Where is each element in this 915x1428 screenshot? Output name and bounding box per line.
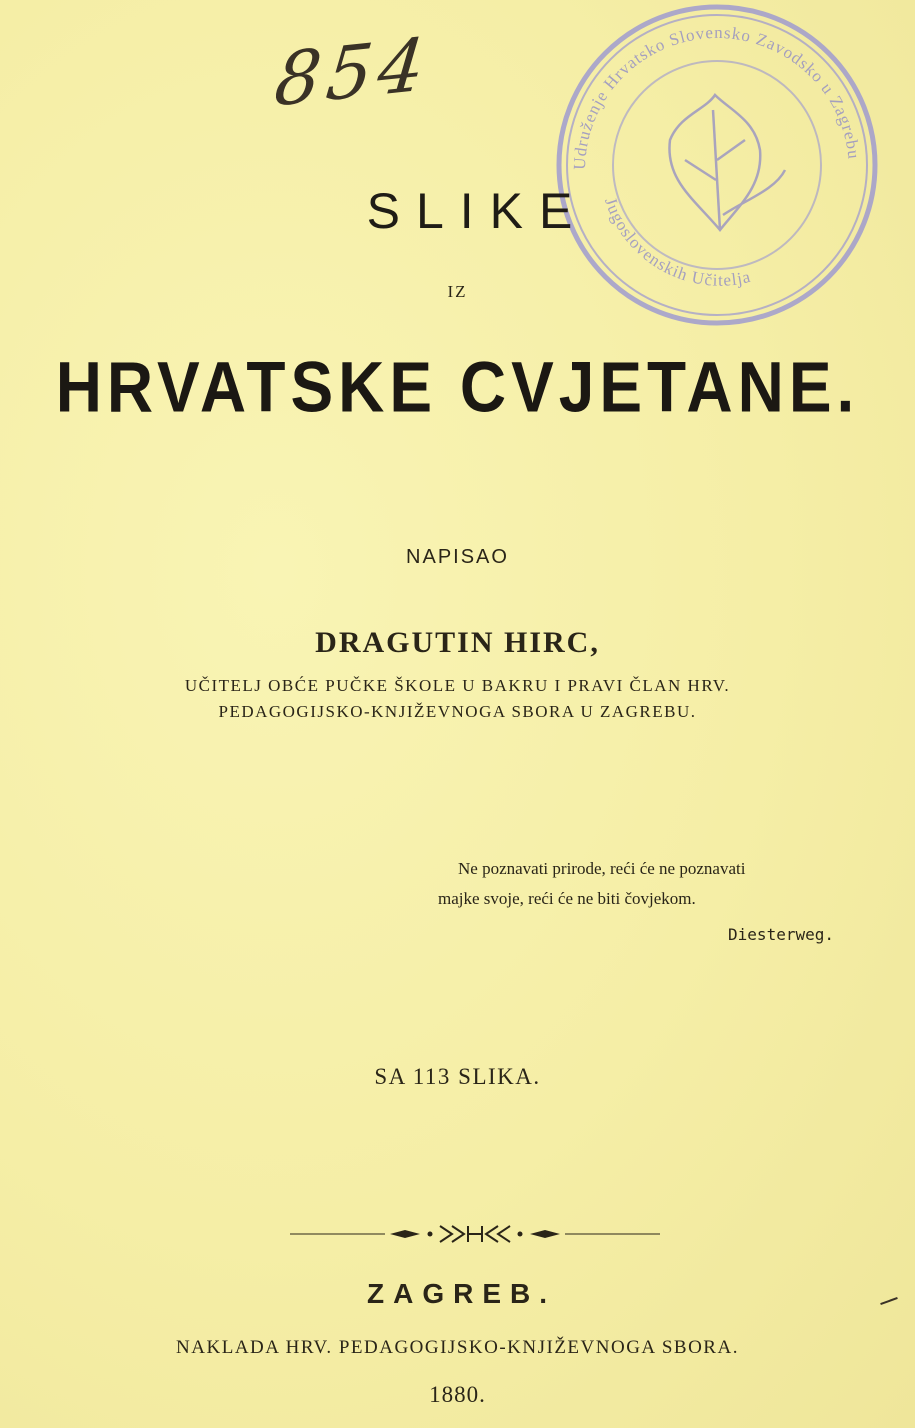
author-affiliation-line-1: UČITELJ OBĆE PUČKE ŠKOLE U BAKRU I PRAVI ČLAN HRV. <box>184 676 731 695</box>
epigraph-line-2: majke svoje, reći će ne biti čovjekom. <box>438 889 696 908</box>
imprint-publisher: NAKLADA HRV. PEDAGOGIJSKO-KNJIŽEVNOGA SBORA. <box>176 1337 739 1358</box>
epigraph-line-1: Ne poznavati prirode, reći će ne poznavati <box>458 859 746 878</box>
title-line-2: HRVATSKE CVJETANE. <box>55 346 860 428</box>
ornament-divider-icon <box>290 1222 660 1246</box>
epigraph <box>430 854 870 950</box>
stamp-ring-text-bottom: Jugoslovenskih Učitelja <box>601 195 753 290</box>
imprint-city: ZAGREB. <box>367 1278 556 1309</box>
title-connector: IZ <box>447 282 468 301</box>
library-stamp <box>545 0 890 330</box>
title-line-1: SLIKE <box>366 183 589 239</box>
author-affiliation-line-2: PEDAGOGIJSKO-KNJIŽEVNOGA SBORA U ZAGREBU. <box>218 702 697 721</box>
stamp-ring-text-top: Udruženje Hrvatsko Slovensko Zavodsko u Zagrebu <box>569 22 864 171</box>
handwritten-shelf-number: 854 <box>270 21 435 123</box>
illustrations-note: SA 113 SLIKA. <box>374 1064 541 1089</box>
author-name: DRAGUTIN HIRC, <box>315 626 600 659</box>
epigraph-attribution: Diesterweg. <box>728 925 834 944</box>
byline-label: NAPISAO <box>406 546 509 568</box>
imprint-year: 1880. <box>429 1382 486 1407</box>
